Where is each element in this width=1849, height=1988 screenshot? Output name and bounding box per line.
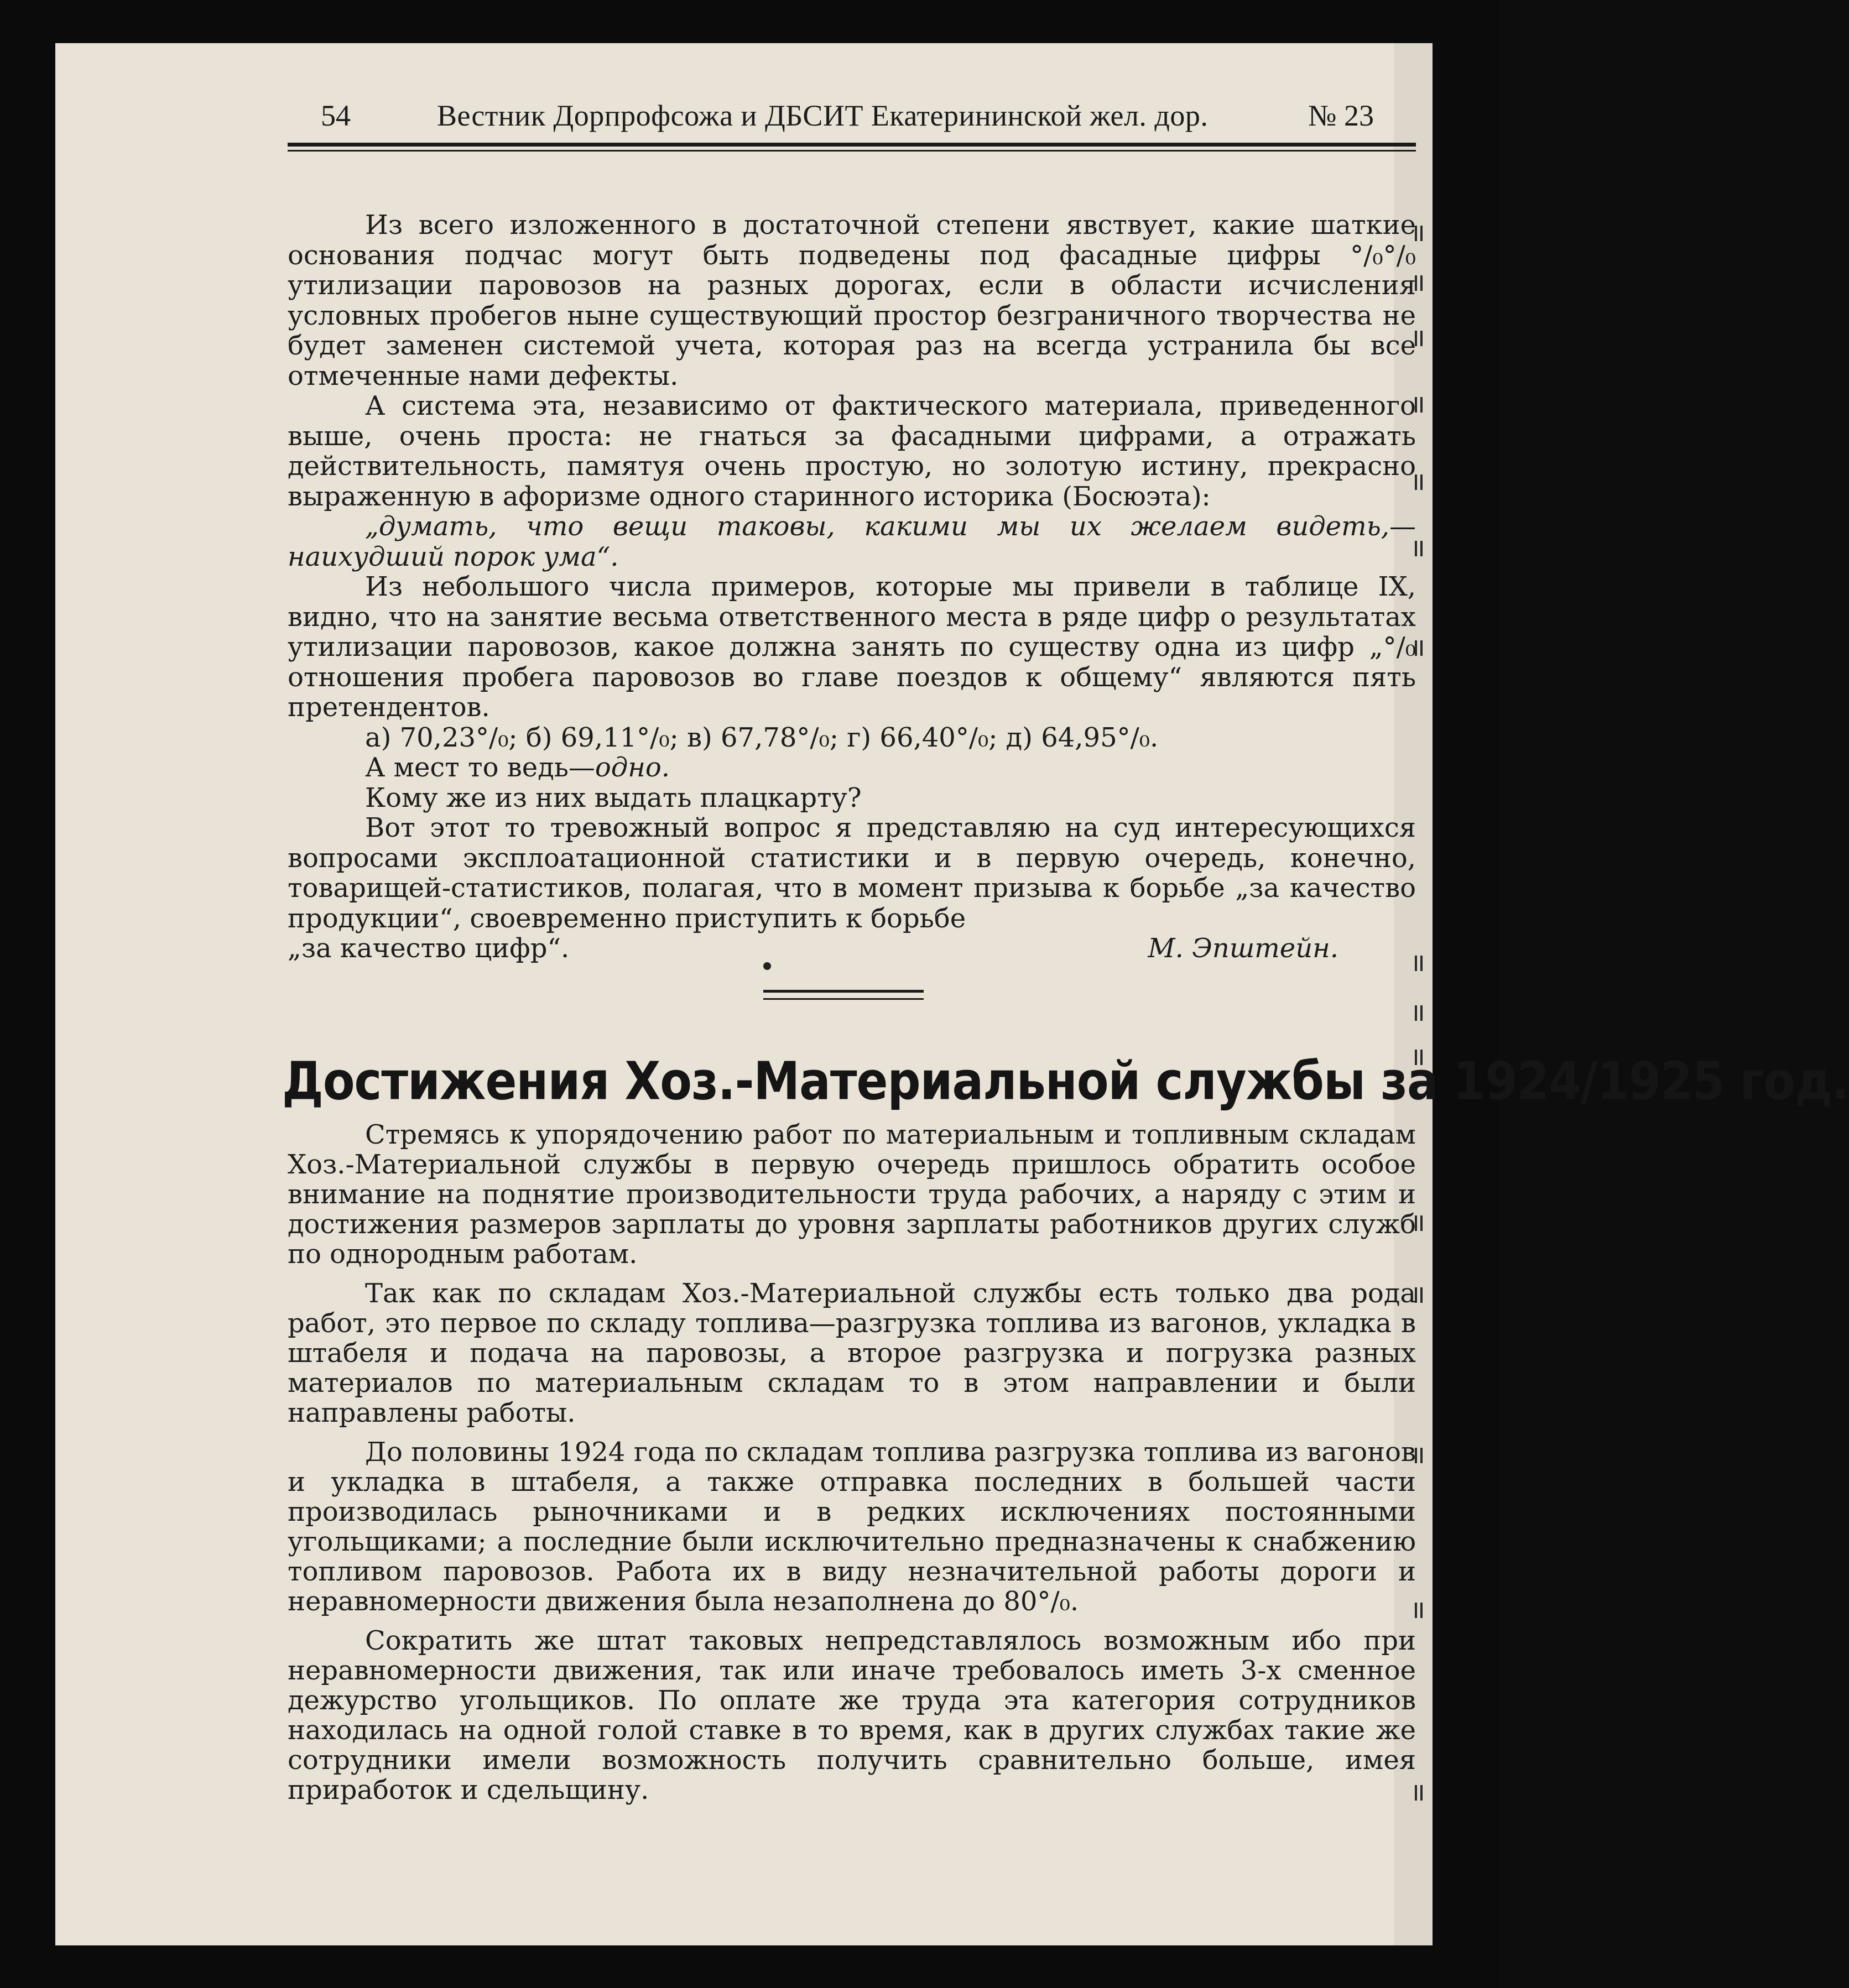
article-epstein [288,210,1416,964]
facing-page-mark [1415,1287,1423,1303]
facing-page-mark [1415,397,1423,413]
page-number: 54 [321,99,351,132]
header-rule [288,143,1416,147]
closing-text: „за качество цифр“. [288,933,570,964]
header-rule-thin [288,150,1416,152]
facing-page-mark [1415,1005,1423,1021]
facing-page-mark [1415,226,1423,241]
article-hoz-material [288,1120,1416,1814]
facing-page-mark [1415,956,1423,971]
text-span: А мест то ведь— [365,752,595,783]
facing-page-mark [1415,640,1423,656]
author-signature: М. Эпштейн. [1148,933,1338,964]
facing-page-mark [1415,1785,1423,1801]
section-divider-thin [763,998,924,1000]
divider-dot [763,962,771,970]
paragraph: А система эта, независимо от фактического материала, приведенного выше, очень проста: не гнаться за фасадными цифрами, а отражать действительность, памятуя очень простую, но золотую истину, прекрасно выраженную в афоризме одного старинного историка (Босюэта): [288,390,1416,512]
paragraph: Кому же из них выдать плацкарту? [365,782,862,813]
paragraph: Так как по складам Хоз.-Материальной службы есть только два рода работ, это первое по складу топлива—разгрузка топлива из вагонов, укладка в штабеля и подача на паровозы, а второе разгрузка и погрузка разных материалов по материальным складам то в этом направлении и были направлены работы. [288,1278,1416,1428]
quote: „думать, что вещи таковы, какими мы их желаем видеть,— наихудший порок ума“. [288,511,1416,572]
signature-line [288,933,1416,964]
facing-page-mark [1415,331,1423,346]
facing-page-mark [1415,474,1423,490]
percent-list: а) 70,23°/₀; б) 69,11°/₀; в) 67,78°/₀; г) 66,40°/₀; д) 64,95°/₀. [365,722,1159,753]
paragraph [288,753,1416,783]
facing-page-mark [1415,1448,1423,1463]
paragraph: Сократить же штат таковых непредставлялось возможным ибо при неравномерности движения, так или иначе требовалось иметь 3-х сменное дежурство угольщиков. По оплате же труда эта категория сотрудников находилась на одной голой ставке в то время, как в других службах такие же сотрудники имели возможность получить сравнительно больше, имея приработок и сдельщину. [288,1625,1416,1806]
section-divider [763,990,924,993]
facing-page-mark [1415,541,1423,556]
issue-number: № 23 [1308,99,1374,132]
facing-page-mark [1415,1215,1423,1231]
paragraph: Из небольшого числа примеров, которые мы привели в таблице IX, видно, что на занятие весьма ответственного места в ряде цифр о результатах утилизации паровозов, какое должна занять по существу одна из цифр „°/₀ отношения пробега паровозов во главе поездов к общему“ являются пять претендентов. [288,571,1416,723]
journal-title: Вестник Дорпрофсожа и ДБСИТ Екатерининской жел. дор. [437,99,1209,132]
paragraph: До половины 1924 года по складам топлива разгрузка топлива из вагонов и укладка в штабеля, а также отправка последних в большей части производилась рыночниками и в редких исключениях постоянными угольщиками; а последние были исключительно предназначены к снабжению топливом паровозов. Работа их в виду незначительной работы дороги и неравномерности движения была незаполнена до 80°/₀. [288,1437,1416,1617]
article-title: Достижения Хоз.-Материальной службы за 1924/1925 год. [282,1051,1849,1112]
running-header [288,94,1383,138]
paragraph: Стремясь к упорядочению работ по материальным и топливным складам Хоз.-Материальной службы в первую очередь пришлось обратить особое внимание на поднятие производительности труда рабочих, а наряду с этим и достижения размеров зарплаты до уровня зарплаты работников других служб по однородным работам. [288,1119,1416,1270]
emphasis: одно. [595,752,670,783]
paragraph: Вот этот то тревожный вопрос я представляю на суд интересующихся вопросами эксплоатационной статистики и в первую очередь, конечно, товарищей-статистиков, полагая, что в момент призыва к борьбе „за качество продукции“, своевременно приступить к борьбе [288,812,1416,934]
facing-page-mark [1415,275,1423,291]
paragraph: Из всего изложенного в достаточной степени явствует, какие шаткие основания подчас могут быть подведены под фасадные цифры °/₀°/₀ утилизации паровозов на разных дорогах, если в области исчисления условных пробегов ныне существующий простор безграничного творчества не будет заменен системой учета, которая раз на всегда устранила бы все отмеченные нами дефекты. [288,210,1416,392]
facing-page-mark [1415,1603,1423,1618]
